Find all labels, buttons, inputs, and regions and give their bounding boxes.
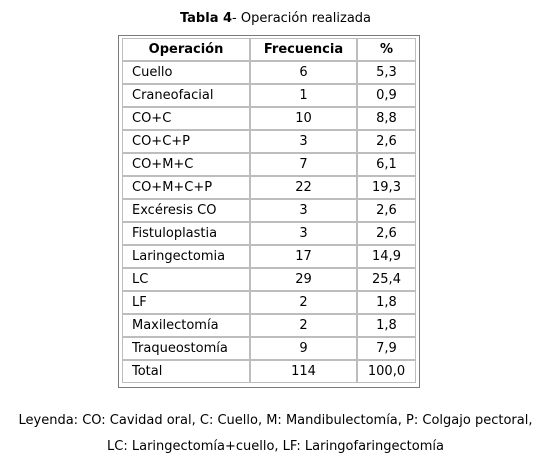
cell-percent: 5,3 <box>357 61 416 84</box>
cell-percent: 8,8 <box>357 107 416 130</box>
table-row <box>122 268 416 291</box>
table-row <box>122 291 416 314</box>
cell-operacion: CO+C+P <box>122 130 250 153</box>
header-percent: % <box>357 38 416 61</box>
table-caption <box>0 11 551 27</box>
cell-percent: 2,6 <box>357 199 416 222</box>
cell-operacion: Craneofacial <box>122 84 250 107</box>
cell-percent: 2,6 <box>357 222 416 245</box>
table-row <box>122 130 416 153</box>
cell-frecuencia: 3 <box>250 199 357 222</box>
cell-percent: 14,9 <box>357 245 416 268</box>
table-row <box>122 61 416 84</box>
table-caption-label: Tabla 4 <box>179 11 233 26</box>
operations-table-frame <box>118 35 420 388</box>
cell-frecuencia: 1 <box>250 84 357 107</box>
cell-percent: 1,8 <box>357 291 416 314</box>
cell-frecuencia: 114 <box>250 360 357 383</box>
cell-frecuencia: 6 <box>250 61 357 84</box>
table-row <box>122 153 416 176</box>
cell-percent: 6,1 <box>357 153 416 176</box>
cell-operacion: CO+M+C+P <box>122 176 250 199</box>
cell-percent: 19,3 <box>357 176 416 199</box>
table-row <box>122 314 416 337</box>
legend-line-2: LC: Laringectomía+cuello, LF: Laringofaringectomía <box>107 439 444 454</box>
cell-percent: 1,8 <box>357 314 416 337</box>
cell-operacion: Fistuloplastia <box>122 222 250 245</box>
cell-operacion: Laringectomia <box>122 245 250 268</box>
cell-operacion: LC <box>122 268 250 291</box>
cell-operacion: CO+C <box>122 107 250 130</box>
cell-frecuencia: 29 <box>250 268 357 291</box>
table-row <box>122 222 416 245</box>
header-operacion: Operación <box>122 38 250 61</box>
header-frecuencia: Frecuencia <box>250 38 357 61</box>
cell-operacion: CO+M+C <box>122 153 250 176</box>
cell-frecuencia: 10 <box>250 107 357 130</box>
cell-operacion: Total <box>122 360 250 383</box>
table-caption-text: - Operación realizada <box>232 11 372 26</box>
cell-operacion: LF <box>122 291 250 314</box>
cell-percent: 25,4 <box>357 268 416 291</box>
cell-operacion: Traqueostomía <box>122 337 250 360</box>
cell-operacion: Excéresis CO <box>122 199 250 222</box>
cell-frecuencia: 2 <box>250 291 357 314</box>
cell-percent: 0,9 <box>357 84 416 107</box>
operations-table <box>122 38 416 383</box>
table-row <box>122 176 416 199</box>
cell-frecuencia: 17 <box>250 245 357 268</box>
cell-operacion: Maxilectomía <box>122 314 250 337</box>
cell-frecuencia: 7 <box>250 153 357 176</box>
table-row <box>122 245 416 268</box>
table-header-row <box>122 38 416 61</box>
cell-frecuencia: 9 <box>250 337 357 360</box>
table-body <box>122 61 416 383</box>
table-row <box>122 199 416 222</box>
cell-operacion: Cuello <box>122 61 250 84</box>
table-row <box>122 107 416 130</box>
legend-line-1: Leyenda: CO: Cavidad oral, C: Cuello, M: Mandibulectomía, P: Colgajo pectoral, <box>18 413 533 428</box>
cell-percent: 7,9 <box>357 337 416 360</box>
cell-frecuencia: 3 <box>250 130 357 153</box>
cell-percent: 100,0 <box>357 360 416 383</box>
table-row <box>122 360 416 383</box>
cell-frecuencia: 22 <box>250 176 357 199</box>
cell-frecuencia: 2 <box>250 314 357 337</box>
table-row <box>122 337 416 360</box>
cell-percent: 2,6 <box>357 130 416 153</box>
table-row <box>122 84 416 107</box>
cell-frecuencia: 3 <box>250 222 357 245</box>
